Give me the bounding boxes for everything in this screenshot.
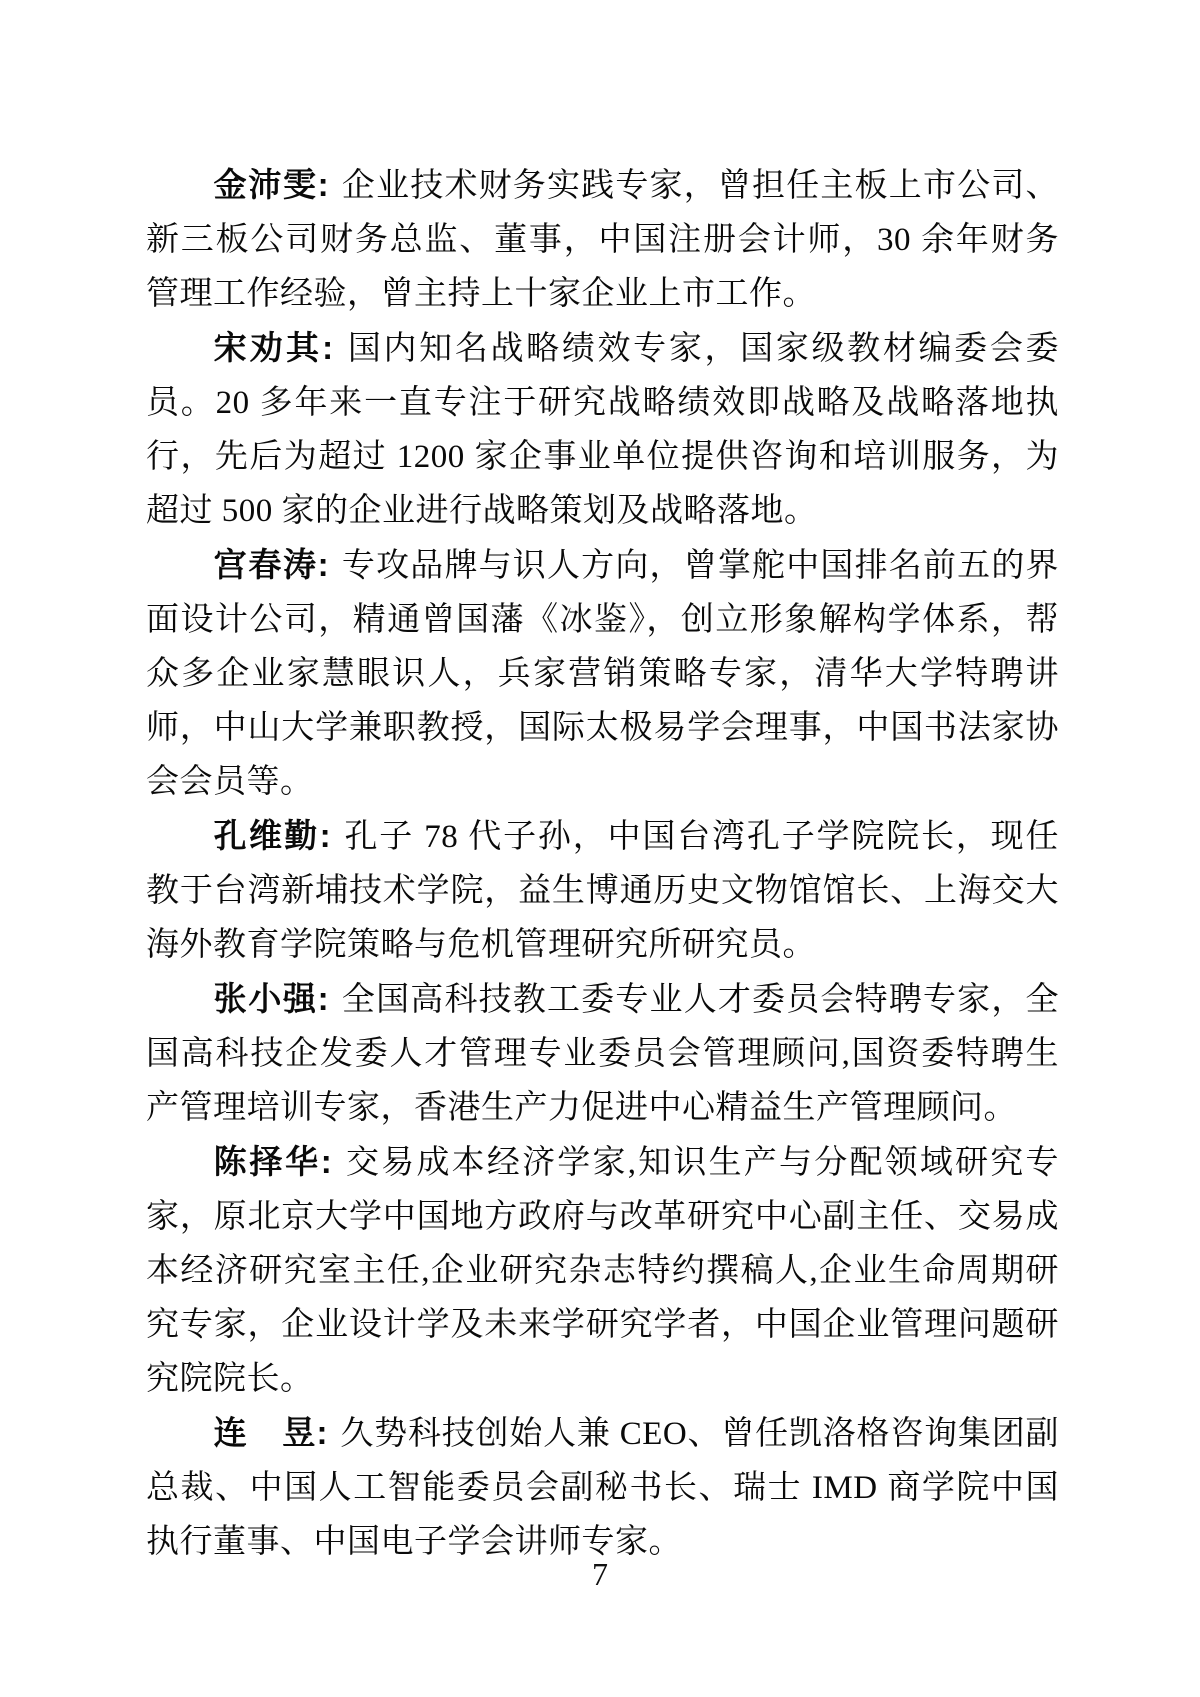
expert-name: 陈择华: [213,1143,333,1180]
expert-name: 宫春涛: [213,546,330,583]
bio-paragraph [146,809,1059,972]
expert-bio: 孔子 78 代子孙，中国台湾孔子学院院长，现任教于台湾新埔技术学院，益生博通历史文物馆馆长、上海交大海外教育学院策略与危机管理研究所研究员。 [146,819,1059,963]
expert-name: 金沛雯: [213,166,330,203]
bio-paragraph [146,972,1059,1135]
bio-paragraph [146,1135,1059,1406]
expert-bio: 专攻品牌与识人方向，曾掌舵中国排名前五的界面设计公司，精通曾国藩《冰鉴》，创立形象解构学体系，帮众多企业家慧眼识人，兵家营销策略专家，清华大学特聘讲师，中山大学兼职教授，国际太极易学会理事，中国书法家协会会员等。 [146,548,1059,800]
bio-paragraph [146,158,1059,321]
expert-name: 宋劝其: [213,329,335,366]
expert-bio: 久势科技创始人兼 CEO、曾任凯洛格咨询集团副总裁、中国人工智能委员会副秘书长、瑞士 IMD 商学院中国执行董事、中国电子学会讲师专家。 [146,1416,1059,1560]
page-number: 7 [592,1556,608,1592]
expert-bio: 全国高科技教工委专业人才委员会特聘专家，全国高科技企发委人才管理专业委员会管理顾问,国资委特聘生产管理培训专家，香港生产力促进中心精益生产管理顾问。 [146,982,1059,1126]
expert-name: 孔维勤: [213,817,332,854]
bio-paragraph [146,1406,1059,1569]
bio-text-block [146,158,1059,1569]
bio-paragraph [146,321,1059,538]
expert-bio: 企业技术财务实践专家，曾担任主板上市公司、新三板公司财务总监、董事，中国注册会计师，30 余年财务管理工作经验，曾主持上十家企业上市工作。 [146,168,1059,312]
bio-paragraph [146,538,1059,809]
expert-name: 张小强: [213,980,330,1017]
expert-name: 连 昱: [213,1414,329,1451]
expert-bio: 交易成本经济学家,知识生产与分配领域研究专家，原北京大学中国地方政府与改革研究中心副主任、交易成本经济研究室主任,企业研究杂志特约撰稿人,企业生命周期研究专家，企业设计学及未来学研究学者，中国企业管理问题研究院院长。 [146,1145,1059,1397]
expert-bio: 国内知名战略绩效专家，国家级教材编委会委员。20 多年来一直专注于研究战略绩效即战略及战略落地执行，先后为超过 1200 家企事业单位提供咨询和培训服务，为超过 500 家的企业进行战略策划及战略落地。 [146,331,1060,529]
